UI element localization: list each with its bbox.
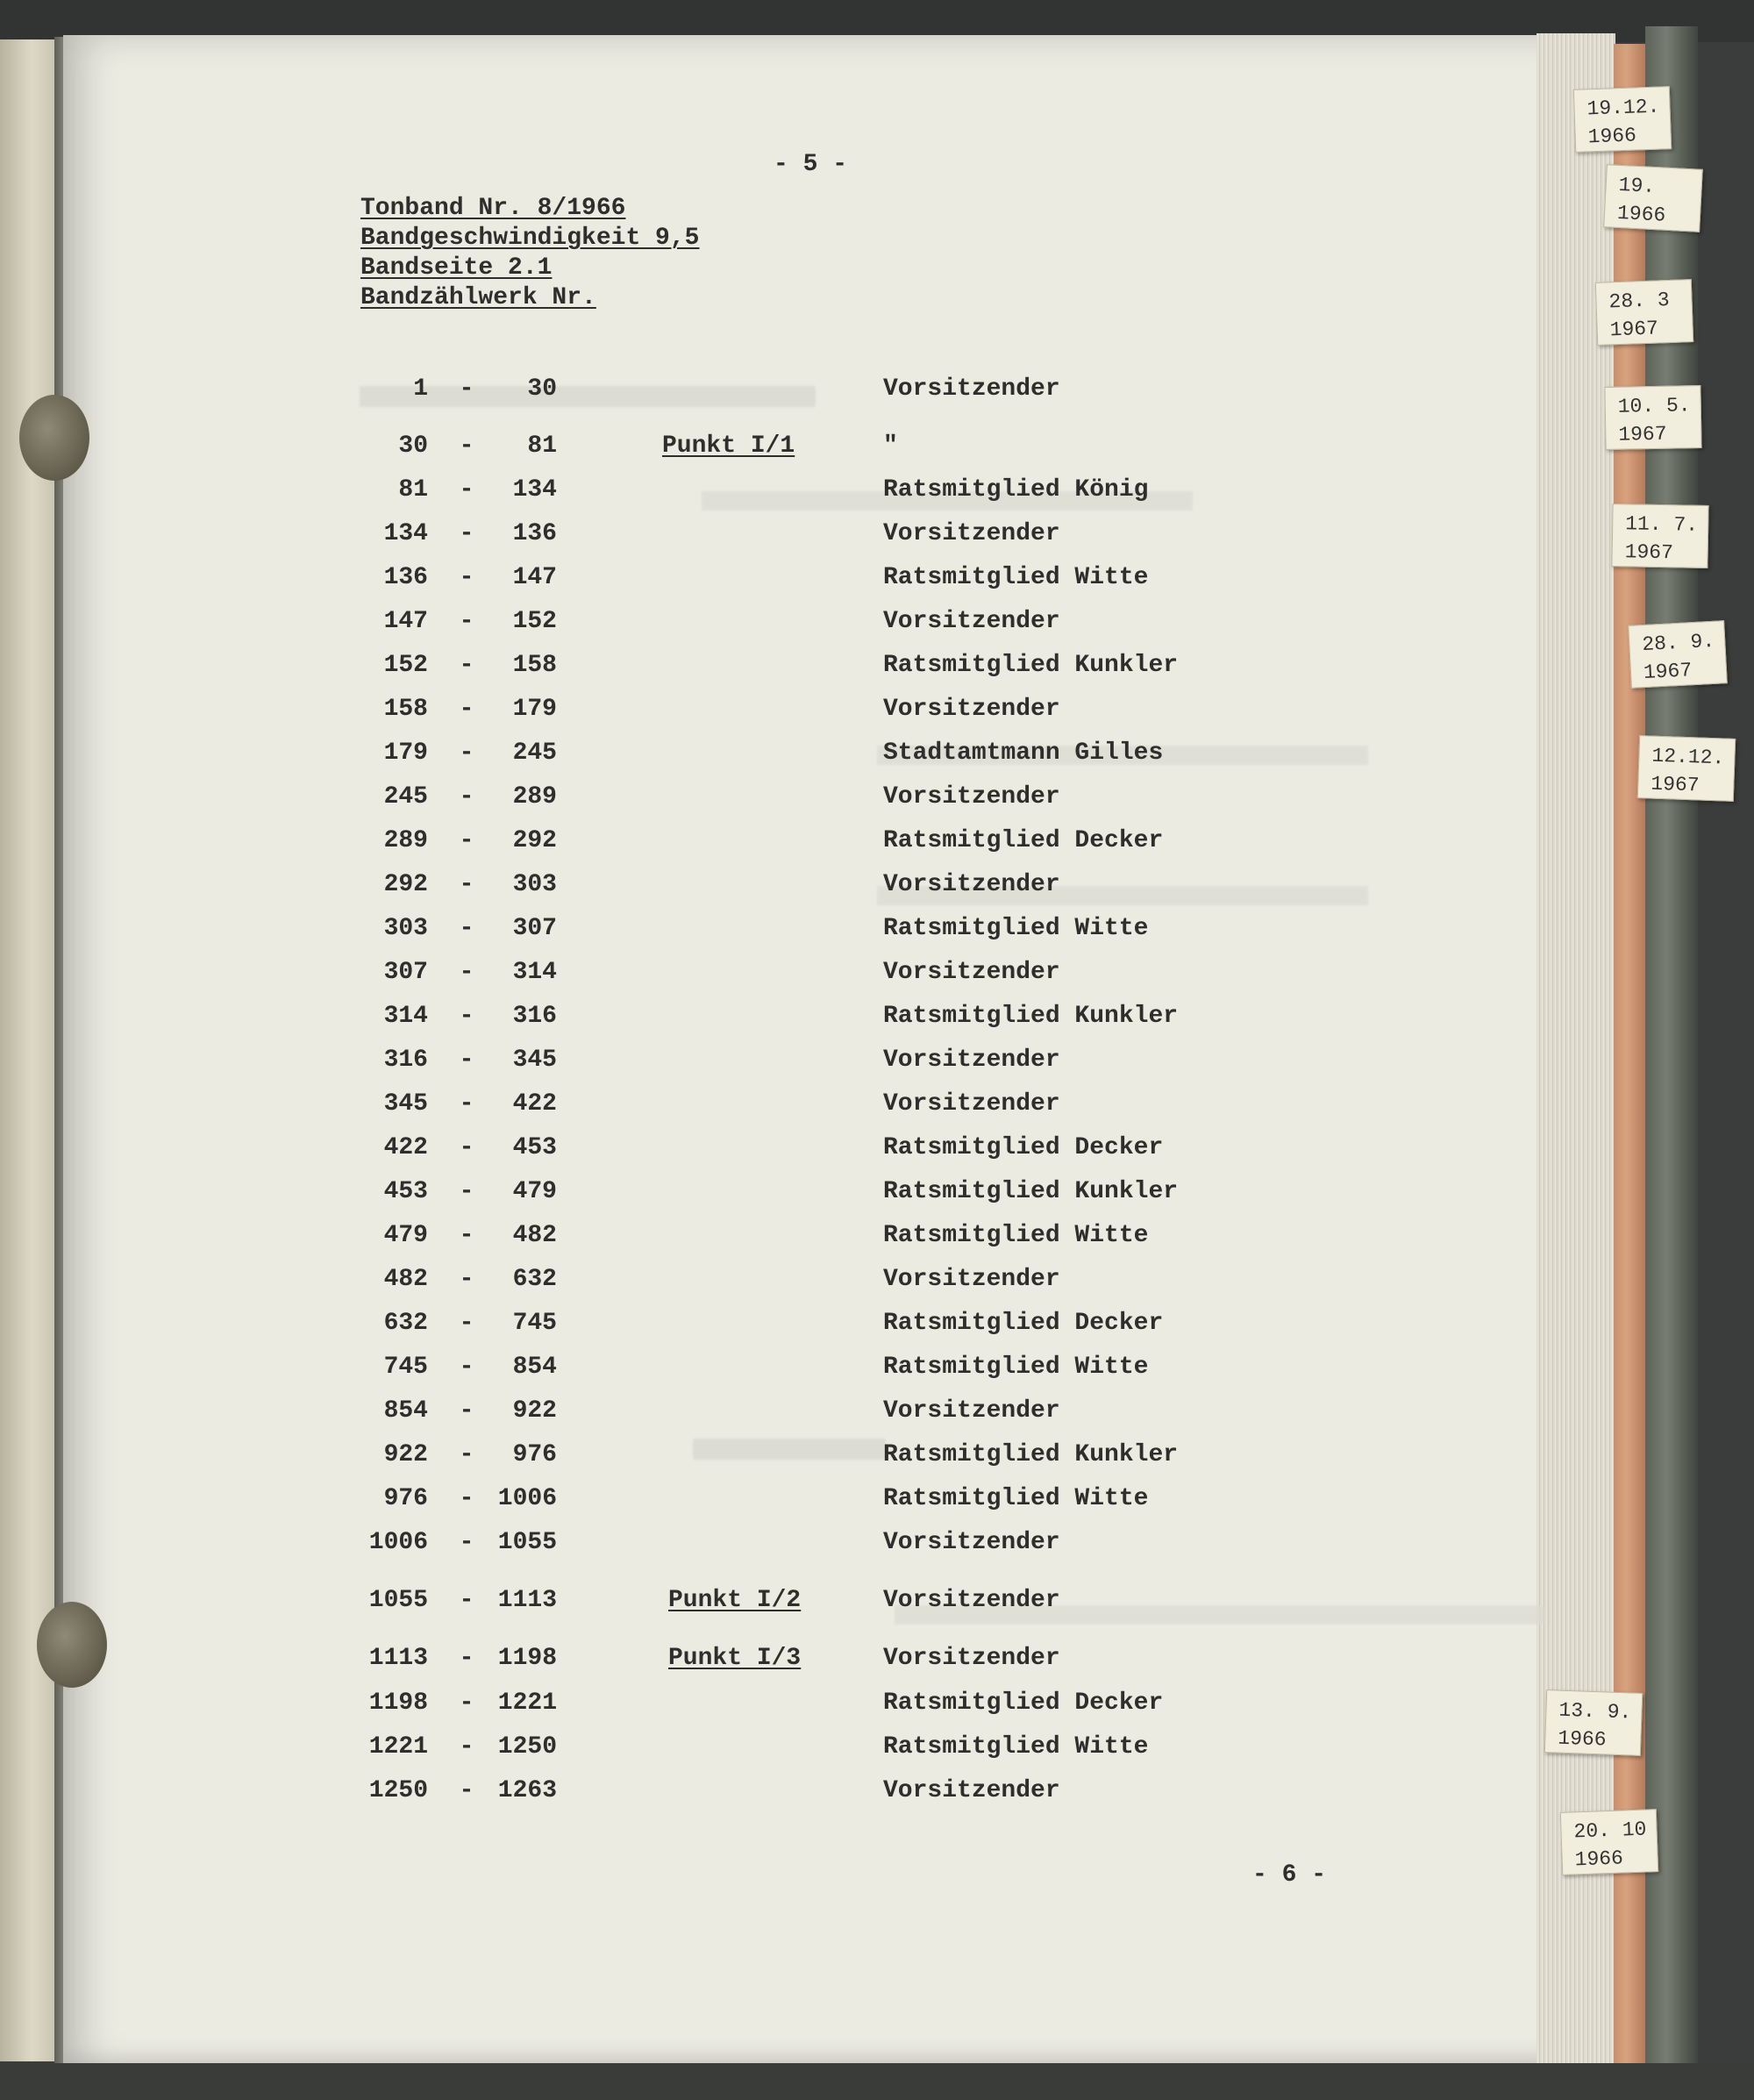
speaker: Vorsitzender — [883, 608, 1060, 635]
date-tab: 19. 1966 — [1603, 164, 1703, 232]
counter-start: 453 — [383, 1178, 428, 1205]
counter-start: 1055 — [368, 1587, 428, 1614]
counter-end: 136 — [512, 520, 557, 547]
date-tab: 19.12. 1966 — [1573, 86, 1672, 153]
counter-end: 976 — [512, 1441, 557, 1468]
counter-end: 307 — [512, 915, 557, 942]
speaker: Vorsitzender — [883, 1587, 1060, 1614]
speaker: Vorsitzender — [883, 1777, 1060, 1804]
speaker: Vorsitzender — [883, 871, 1060, 898]
speaker: Vorsitzender — [883, 520, 1060, 547]
agenda-item: Punkt I/1 — [662, 432, 795, 460]
range-dash: - — [459, 1587, 474, 1614]
counter-end: 303 — [512, 871, 557, 898]
counter-end: 482 — [512, 1222, 557, 1249]
date-tab: 13. 9. 1966 — [1544, 1689, 1643, 1756]
counter-end: 745 — [512, 1310, 557, 1337]
counter-end: 453 — [512, 1134, 557, 1161]
counter-end: 289 — [512, 783, 557, 811]
counter-end: 479 — [512, 1178, 557, 1205]
counter-end: 147 — [512, 564, 557, 591]
counter-end: 134 — [512, 476, 557, 504]
agenda-item: Punkt I/3 — [668, 1645, 802, 1672]
speaker: Ratsmitglied Witte — [883, 1222, 1149, 1249]
counter-start: 147 — [383, 608, 428, 635]
speaker: Vorsitzender — [883, 1090, 1060, 1118]
counter-end: 632 — [512, 1266, 557, 1293]
counter-start: 316 — [383, 1046, 428, 1074]
range-dash: - — [459, 1266, 474, 1293]
header-tape-speed: Bandgeschwindigkeit 9,5 — [360, 225, 700, 252]
speaker: Ratsmitglied Decker — [883, 1134, 1164, 1161]
counter-start: 158 — [383, 696, 428, 723]
counter-start: 81 — [398, 476, 428, 504]
orange-divider-edge — [1614, 44, 1645, 2075]
speaker: Vorsitzender — [883, 1046, 1060, 1074]
speaker: Ratsmitglied Decker — [883, 1310, 1164, 1337]
speaker: Ratsmitglied Witte — [883, 1733, 1149, 1761]
counter-start: 1 — [413, 375, 428, 403]
counter-end: 422 — [512, 1090, 557, 1118]
header-tape-number: Tonband Nr. 8/1966 — [360, 195, 626, 222]
counter-start: 345 — [383, 1090, 428, 1118]
counter-end: 1055 — [497, 1529, 557, 1556]
speaker: Vorsitzender — [883, 1397, 1060, 1425]
speaker: Ratsmitglied Kunkler — [883, 1178, 1179, 1205]
range-dash: - — [459, 739, 474, 767]
binder-hole-bottom — [37, 1602, 107, 1688]
range-dash: - — [459, 1310, 474, 1337]
speaker: Ratsmitglied Witte — [883, 915, 1149, 942]
range-dash: - — [459, 1046, 474, 1074]
speaker: Ratsmitglied König — [883, 476, 1149, 504]
counter-start: 30 — [398, 432, 428, 460]
speaker: Stadtamtmann Gilles — [883, 739, 1164, 767]
speaker: " — [883, 432, 898, 460]
range-dash: - — [459, 915, 474, 942]
counter-start: 245 — [383, 783, 428, 811]
speaker: Vorsitzender — [883, 375, 1060, 403]
speaker: Ratsmitglied Kunkler — [883, 1003, 1179, 1030]
speaker: Vorsitzender — [883, 1266, 1060, 1293]
range-dash: - — [459, 1441, 474, 1468]
counter-start: 1221 — [368, 1733, 428, 1761]
counter-end: 1263 — [497, 1777, 557, 1804]
counter-end: 152 — [512, 608, 557, 635]
speaker: Vorsitzender — [883, 696, 1060, 723]
range-dash: - — [459, 520, 474, 547]
header-counter: Bandzählwerk Nr. — [360, 284, 596, 311]
counter-end: 314 — [512, 959, 557, 986]
counter-start: 482 — [383, 1266, 428, 1293]
counter-start: 1250 — [368, 1777, 428, 1804]
document-page — [63, 35, 1554, 2068]
agenda-item: Punkt I/2 — [668, 1587, 802, 1614]
counter-end: 158 — [512, 652, 557, 679]
counter-start: 136 — [383, 564, 428, 591]
speaker: Vorsitzender — [883, 1529, 1060, 1556]
speaker: Vorsitzender — [883, 959, 1060, 986]
counter-end: 854 — [512, 1354, 557, 1381]
counter-start: 422 — [383, 1134, 428, 1161]
range-dash: - — [459, 1354, 474, 1381]
counter-start: 307 — [383, 959, 428, 986]
counter-end: 345 — [512, 1046, 557, 1074]
range-dash: - — [459, 1397, 474, 1425]
counter-end: 179 — [512, 696, 557, 723]
page-number-top: - 5 - — [774, 151, 848, 178]
speaker: Vorsitzender — [883, 1645, 1060, 1672]
date-tab: 11. 7. 1967 — [1611, 504, 1708, 568]
counter-start: 1113 — [368, 1645, 428, 1672]
counter-start: 134 — [383, 520, 428, 547]
counter-end: 922 — [512, 1397, 557, 1425]
date-tab: 12.12. 1967 — [1637, 735, 1736, 802]
counter-start: 1198 — [368, 1689, 428, 1717]
counter-start: 479 — [383, 1222, 428, 1249]
counter-end: 292 — [512, 827, 557, 854]
counter-end: 245 — [512, 739, 557, 767]
counter-start: 179 — [383, 739, 428, 767]
range-dash: - — [459, 1689, 474, 1717]
range-dash: - — [459, 827, 474, 854]
speaker: Ratsmitglied Kunkler — [883, 652, 1179, 679]
counter-end: 1250 — [497, 1733, 557, 1761]
range-dash: - — [459, 1003, 474, 1030]
speaker: Ratsmitglied Witte — [883, 564, 1149, 591]
counter-end: 316 — [512, 1003, 557, 1030]
speaker: Ratsmitglied Kunkler — [883, 1441, 1179, 1468]
range-dash: - — [459, 608, 474, 635]
counter-end: 30 — [527, 375, 557, 403]
range-dash: - — [459, 783, 474, 811]
counter-end: 81 — [527, 432, 557, 460]
date-tab: 10. 5. 1967 — [1604, 385, 1701, 450]
scan-background-bottom — [0, 2063, 1754, 2100]
counter-end: 1006 — [497, 1485, 557, 1512]
date-tab: 28. 3 1967 — [1595, 279, 1693, 346]
counter-start: 976 — [383, 1485, 428, 1512]
counter-start: 1006 — [368, 1529, 428, 1556]
range-dash: - — [459, 652, 474, 679]
range-dash: - — [459, 432, 474, 460]
header-tape-side: Bandseite 2.1 — [360, 254, 553, 282]
counter-start: 314 — [383, 1003, 428, 1030]
speaker: Vorsitzender — [883, 783, 1060, 811]
counter-start: 922 — [383, 1441, 428, 1468]
left-page-edge — [0, 39, 61, 2061]
counter-end: 1198 — [497, 1645, 557, 1672]
counter-start: 289 — [383, 827, 428, 854]
counter-end: 1113 — [497, 1587, 557, 1614]
range-dash: - — [459, 375, 474, 403]
range-dash: - — [459, 1645, 474, 1672]
range-dash: - — [459, 476, 474, 504]
range-dash: - — [459, 1777, 474, 1804]
speaker: Ratsmitglied Witte — [883, 1485, 1149, 1512]
counter-start: 303 — [383, 915, 428, 942]
range-dash: - — [459, 871, 474, 898]
binder-hole-top — [19, 395, 89, 481]
counter-start: 854 — [383, 1397, 428, 1425]
speaker: Ratsmitglied Witte — [883, 1354, 1149, 1381]
counter-end: 1221 — [497, 1689, 557, 1717]
range-dash: - — [459, 1134, 474, 1161]
counter-start: 745 — [383, 1354, 428, 1381]
range-dash: - — [459, 1090, 474, 1118]
range-dash: - — [459, 564, 474, 591]
counter-start: 152 — [383, 652, 428, 679]
speaker: Ratsmitglied Decker — [883, 827, 1164, 854]
range-dash: - — [459, 1733, 474, 1761]
counter-start: 292 — [383, 871, 428, 898]
date-tab: 20. 10 1966 — [1560, 1809, 1658, 1875]
range-dash: - — [459, 696, 474, 723]
range-dash: - — [459, 1222, 474, 1249]
counter-start: 632 — [383, 1310, 428, 1337]
range-dash: - — [459, 1485, 474, 1512]
date-tab: 28. 9. 1967 — [1628, 620, 1728, 689]
range-dash: - — [459, 1178, 474, 1205]
range-dash: - — [459, 959, 474, 986]
speaker: Ratsmitglied Decker — [883, 1689, 1164, 1717]
range-dash: - — [459, 1529, 474, 1556]
page-number-bottom: - 6 - — [1252, 1861, 1327, 1889]
